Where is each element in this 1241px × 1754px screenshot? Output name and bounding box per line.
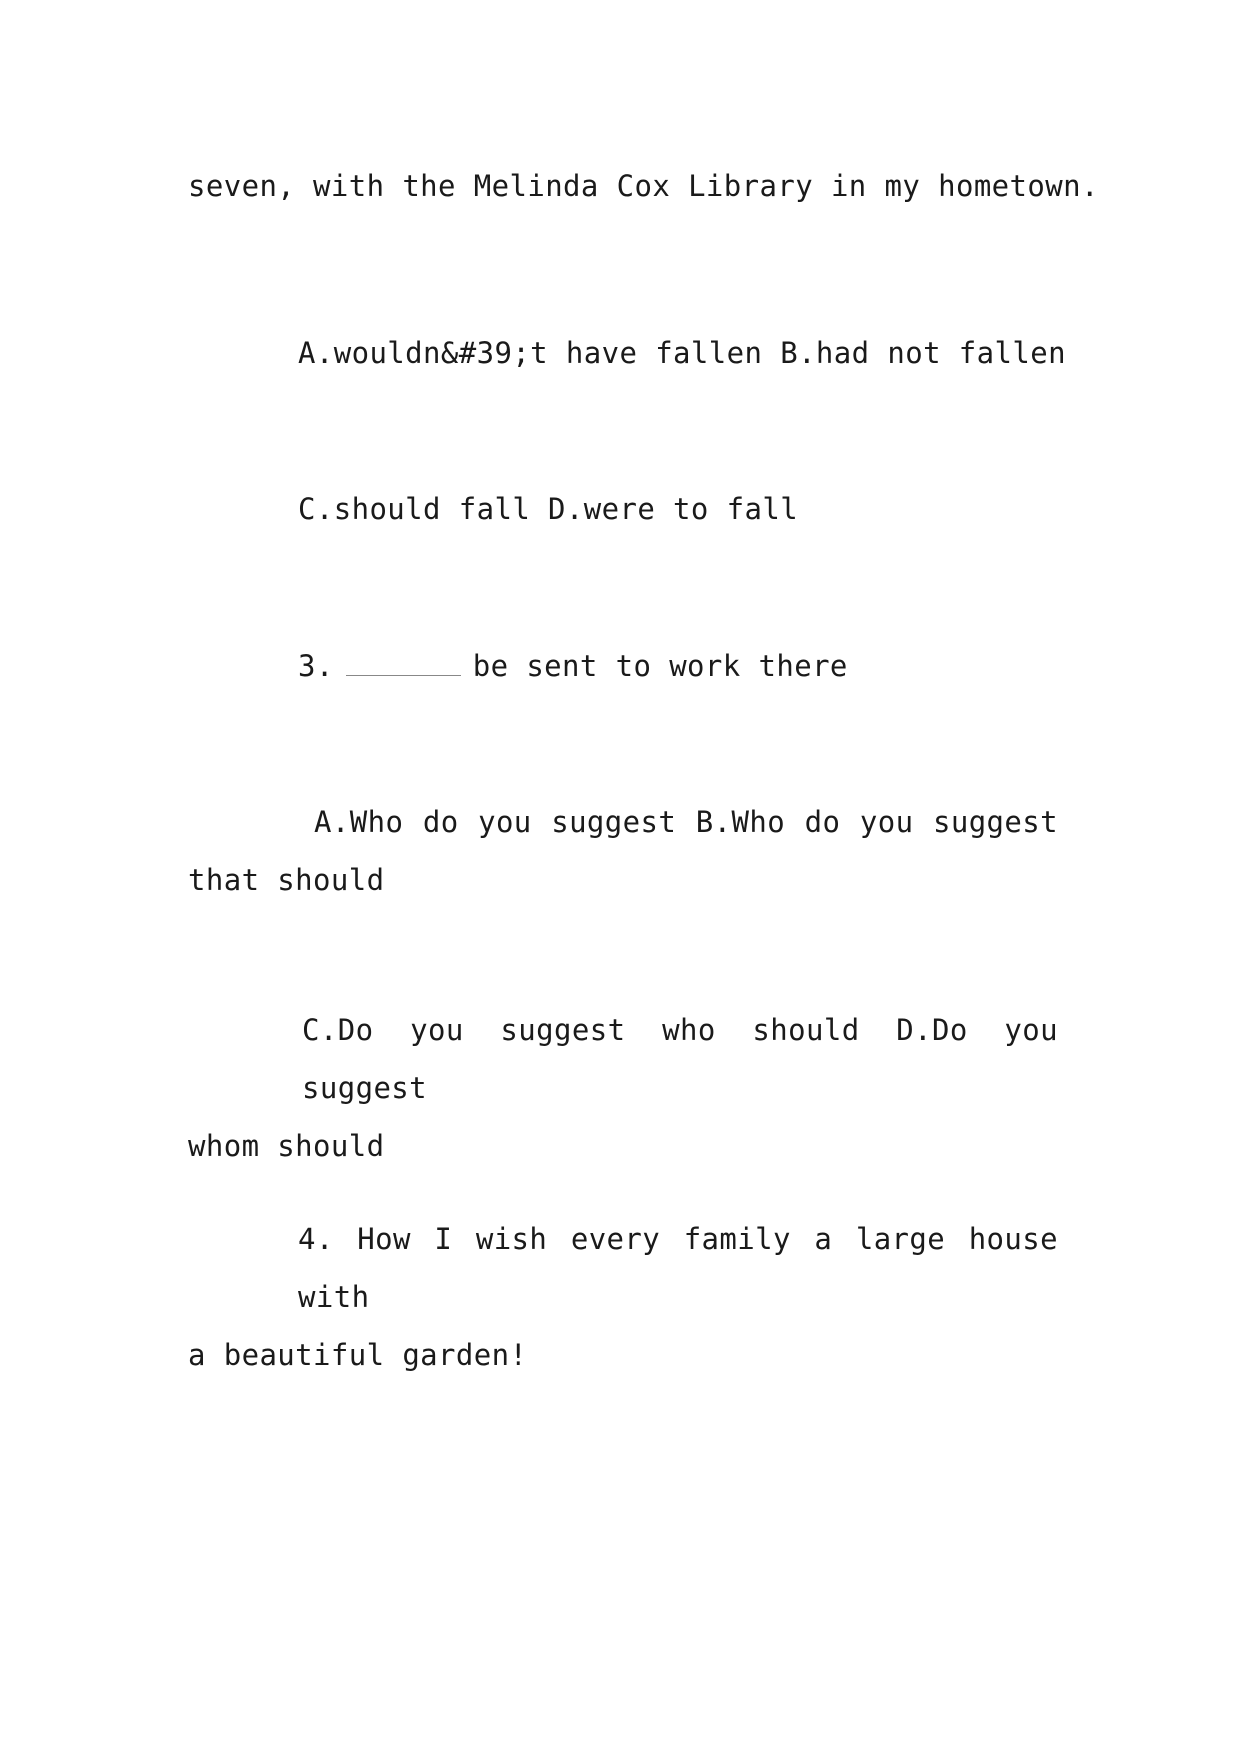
- q3-options-ab-line2: that should: [188, 863, 385, 897]
- question-3-text: be sent to work there: [472, 649, 848, 683]
- question-3: [188, 637, 1168, 695]
- q2-options-cd: C.should fall D.were to fall: [298, 492, 799, 526]
- q3-options-ab-line1: A.Who do you suggest B.Who do you suggest: [314, 805, 1058, 839]
- q3-options-ab: [188, 793, 1058, 909]
- q3-options-cd-line1: C.Do you suggest who should D.Do you suggest: [302, 1013, 1058, 1105]
- q3-options-cd: [188, 1001, 1058, 1175]
- question-4-line2: a beautiful garden!: [188, 1338, 528, 1372]
- text-line-library: seven, with the Melinda Cox Library in my hometown.: [188, 169, 1099, 203]
- q3-options-cd-line2: whom should: [188, 1129, 385, 1163]
- question-3-number: 3.: [298, 649, 334, 683]
- question-4: [188, 1210, 1058, 1384]
- answer-blank: [346, 655, 461, 676]
- q2-options-ab: A.wouldn&#39;t have fallen B.had not fallen: [298, 336, 1066, 370]
- question-4-line1: 4. How I wish every family a large house with: [298, 1222, 1058, 1314]
